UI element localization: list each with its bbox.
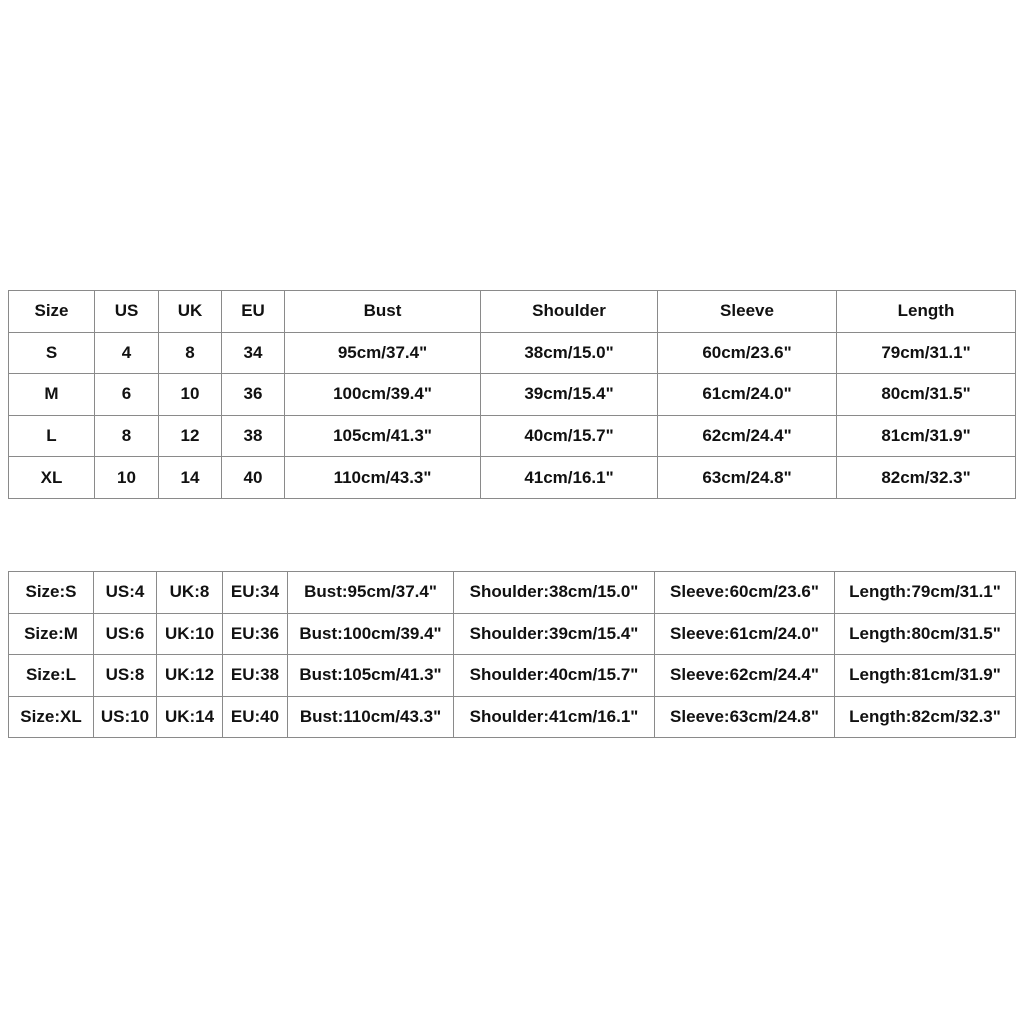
header-cell-eu: EU bbox=[222, 291, 285, 333]
table-cell: US:4 bbox=[94, 572, 157, 614]
header-cell-us: US bbox=[95, 291, 159, 333]
table-cell: Size:M bbox=[9, 613, 94, 655]
table-row bbox=[9, 613, 1016, 655]
table-cell: 36 bbox=[222, 374, 285, 416]
table-cell: Shoulder:40cm/15.7" bbox=[454, 655, 655, 697]
table-cell: 81cm/31.9" bbox=[837, 415, 1016, 457]
table-cell: Shoulder:41cm/16.1" bbox=[454, 696, 655, 738]
table-cell: Length:81cm/31.9" bbox=[835, 655, 1016, 697]
table-cell: 61cm/24.0" bbox=[658, 374, 837, 416]
table-cell: 38 bbox=[222, 415, 285, 457]
table-cell: Size:XL bbox=[9, 696, 94, 738]
table-cell: EU:38 bbox=[223, 655, 288, 697]
header-cell-length: Length bbox=[837, 291, 1016, 333]
table-cell: 63cm/24.8" bbox=[658, 457, 837, 499]
table-cell: Shoulder:38cm/15.0" bbox=[454, 572, 655, 614]
table-cell: 12 bbox=[159, 415, 222, 457]
table-cell: S bbox=[9, 332, 95, 374]
table-cell: 41cm/16.1" bbox=[481, 457, 658, 499]
table-cell: Bust:105cm/41.3" bbox=[288, 655, 454, 697]
table-row bbox=[9, 457, 1016, 499]
header-cell-size: Size bbox=[9, 291, 95, 333]
table-cell: 62cm/24.4" bbox=[658, 415, 837, 457]
table-cell: 40 bbox=[222, 457, 285, 499]
table-cell: Sleeve:62cm/24.4" bbox=[655, 655, 835, 697]
table-row bbox=[9, 374, 1016, 416]
table-cell: UK:8 bbox=[157, 572, 223, 614]
size-chart-table bbox=[8, 290, 1016, 499]
table-row bbox=[9, 415, 1016, 457]
table-cell: US:8 bbox=[94, 655, 157, 697]
table-cell: Length:79cm/31.1" bbox=[835, 572, 1016, 614]
table-cell: Shoulder:39cm/15.4" bbox=[454, 613, 655, 655]
table-row bbox=[9, 332, 1016, 374]
table-cell: Bust:95cm/37.4" bbox=[288, 572, 454, 614]
table-cell: Bust:100cm/39.4" bbox=[288, 613, 454, 655]
table-cell: EU:36 bbox=[223, 613, 288, 655]
table-cell: 40cm/15.7" bbox=[481, 415, 658, 457]
table-cell: 100cm/39.4" bbox=[285, 374, 481, 416]
size-chart-labeled-table bbox=[8, 571, 1016, 738]
table-cell: Length:80cm/31.5" bbox=[835, 613, 1016, 655]
table-row bbox=[9, 655, 1016, 697]
header-cell-uk: UK bbox=[159, 291, 222, 333]
header-cell-bust: Bust bbox=[285, 291, 481, 333]
table-cell: 39cm/15.4" bbox=[481, 374, 658, 416]
table-cell: EU:34 bbox=[223, 572, 288, 614]
table-cell: US:10 bbox=[94, 696, 157, 738]
table-cell: US:6 bbox=[94, 613, 157, 655]
table-cell: UK:14 bbox=[157, 696, 223, 738]
table-cell: Sleeve:61cm/24.0" bbox=[655, 613, 835, 655]
table-header-row bbox=[9, 291, 1016, 333]
table-cell: UK:10 bbox=[157, 613, 223, 655]
table-cell: 110cm/43.3" bbox=[285, 457, 481, 499]
table-cell: Sleeve:63cm/24.8" bbox=[655, 696, 835, 738]
table-cell: 95cm/37.4" bbox=[285, 332, 481, 374]
table-cell: Sleeve:60cm/23.6" bbox=[655, 572, 835, 614]
table-cell: 60cm/23.6" bbox=[658, 332, 837, 374]
header-cell-shoulder: Shoulder bbox=[481, 291, 658, 333]
table-cell: 8 bbox=[159, 332, 222, 374]
table-cell: 4 bbox=[95, 332, 159, 374]
table-cell: 34 bbox=[222, 332, 285, 374]
table-cell: 10 bbox=[159, 374, 222, 416]
table-cell: 6 bbox=[95, 374, 159, 416]
table-row bbox=[9, 696, 1016, 738]
table-cell: 10 bbox=[95, 457, 159, 499]
table-cell: L bbox=[9, 415, 95, 457]
table-cell: Size:L bbox=[9, 655, 94, 697]
table-cell: 79cm/31.1" bbox=[837, 332, 1016, 374]
table-cell: XL bbox=[9, 457, 95, 499]
table-cell: Size:S bbox=[9, 572, 94, 614]
table-cell: EU:40 bbox=[223, 696, 288, 738]
table-cell: 38cm/15.0" bbox=[481, 332, 658, 374]
header-cell-sleeve: Sleeve bbox=[658, 291, 837, 333]
table-cell: 80cm/31.5" bbox=[837, 374, 1016, 416]
table-cell: Length:82cm/32.3" bbox=[835, 696, 1016, 738]
table-cell: 14 bbox=[159, 457, 222, 499]
table-cell: M bbox=[9, 374, 95, 416]
table-cell: Bust:110cm/43.3" bbox=[288, 696, 454, 738]
table-cell: UK:12 bbox=[157, 655, 223, 697]
table-cell: 82cm/32.3" bbox=[837, 457, 1016, 499]
table-cell: 105cm/41.3" bbox=[285, 415, 481, 457]
table-row bbox=[9, 572, 1016, 614]
table-cell: 8 bbox=[95, 415, 159, 457]
